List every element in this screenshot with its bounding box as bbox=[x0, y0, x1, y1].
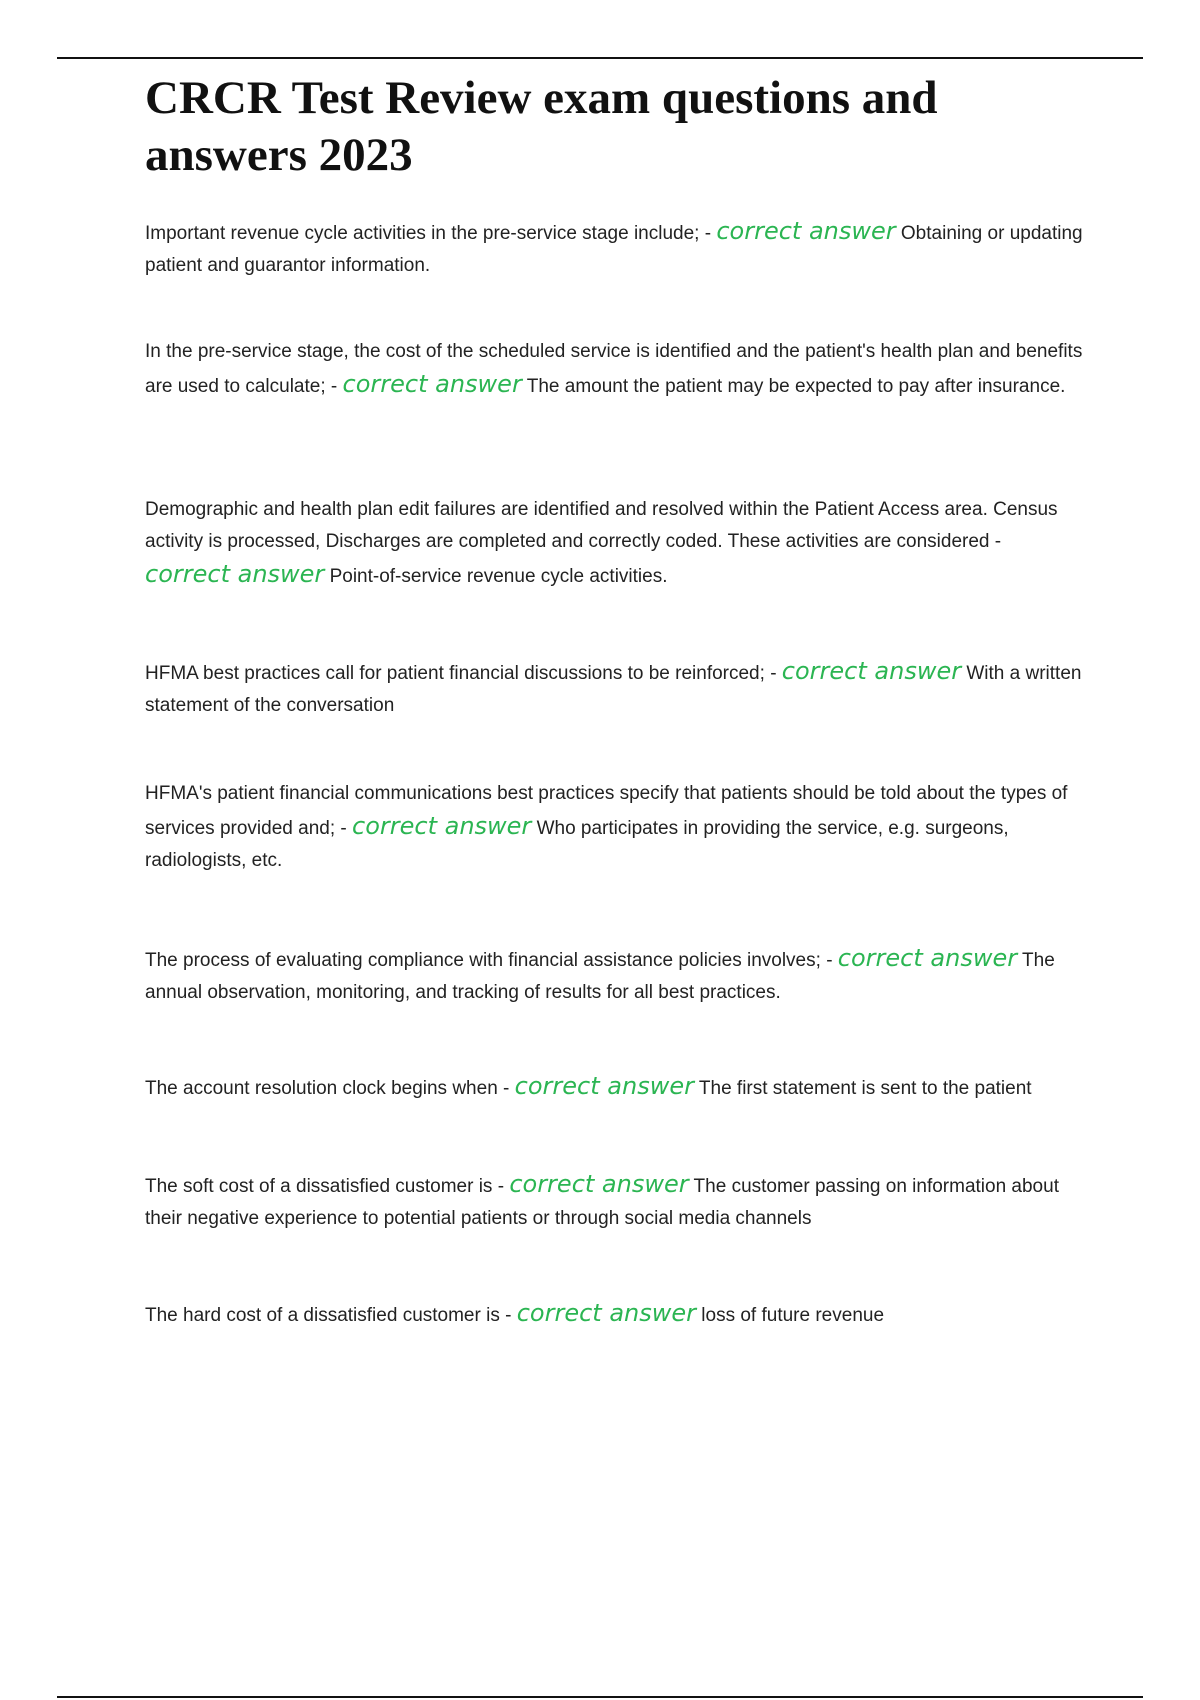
separator: - bbox=[770, 663, 777, 684]
question-text: In the pre-service stage, the cost of the scheduled service is identified and the patient's health plan and benefits are used to calculate; bbox=[145, 341, 1083, 397]
correct-answer-label: correct answer bbox=[514, 1072, 694, 1100]
separator: - bbox=[503, 1078, 510, 1099]
correct-answer-label: correct answer bbox=[145, 560, 325, 588]
answer-text: With a written statement of the conversation bbox=[145, 663, 1082, 716]
question-text: The process of evaluating compliance with financial assistance policies involves; bbox=[145, 950, 821, 971]
answer-text: Who participates in providing the service, e.g. surgeons, radiologists, etc. bbox=[145, 818, 1009, 871]
correct-answer-label: correct answer bbox=[509, 1170, 689, 1198]
answer-text: The customer passing on information about their negative experience to potential patients or through social media channels bbox=[145, 1176, 1059, 1229]
qa-item bbox=[145, 778, 1085, 877]
qa-item bbox=[145, 942, 1085, 1009]
question-text: The soft cost of a dissatisfied customer is bbox=[145, 1176, 493, 1197]
answer-text: Obtaining or updating patient and guarantor information. bbox=[145, 223, 1083, 276]
correct-answer-label: correct answer bbox=[781, 657, 962, 685]
answer-text: The amount the patient may be expected to pay after insurance. bbox=[526, 376, 1066, 397]
answer-text: loss of future revenue bbox=[701, 1305, 885, 1326]
question-text: Demographic and health plan edit failures are identified and resolved within the Patient Access area. Census activity is processed, Discharges are completed and correctly coded. These activities are considered bbox=[145, 499, 1058, 552]
answer-text: Point-of-service revenue cycle activities. bbox=[329, 566, 668, 587]
qa-item bbox=[145, 1070, 1085, 1105]
separator: - bbox=[704, 223, 712, 244]
correct-answer-label: correct answer bbox=[342, 370, 522, 398]
top-rule bbox=[57, 57, 1143, 59]
answer-text: The annual observation, monitoring, and tracking of results for all best practices. bbox=[145, 950, 1055, 1003]
page-title: CRCR Test Review exam questions and answers 2023 bbox=[145, 72, 938, 181]
question-text: The account resolution clock begins when bbox=[145, 1078, 498, 1099]
separator: - bbox=[497, 1176, 505, 1197]
qa-item bbox=[145, 336, 1085, 403]
qa-item bbox=[145, 1297, 1085, 1332]
question-text: Important revenue cycle activities in the pre-service stage include; bbox=[145, 223, 700, 244]
qa-item bbox=[145, 215, 1085, 282]
answer-text: The first statement is sent to the patient bbox=[698, 1078, 1032, 1099]
correct-answer-label: correct answer bbox=[516, 1299, 697, 1327]
bottom-rule bbox=[57, 1696, 1143, 1698]
separator: - bbox=[505, 1305, 512, 1326]
separator: - bbox=[826, 950, 833, 971]
separator: - bbox=[330, 376, 338, 397]
question-text: HFMA's patient financial communications best practices specify that patients should be told about the types of services provided and; bbox=[145, 783, 1068, 839]
qa-item bbox=[145, 655, 1085, 722]
separator: - bbox=[340, 818, 347, 839]
qa-item bbox=[145, 494, 1085, 593]
correct-answer-label: correct answer bbox=[837, 944, 1018, 972]
correct-answer-label: correct answer bbox=[716, 217, 896, 245]
qa-item bbox=[145, 1168, 1085, 1235]
correct-answer-label: correct answer bbox=[352, 812, 532, 840]
separator: - bbox=[994, 531, 1002, 552]
question-text: HFMA best practices call for patient financial discussions to be reinforced; bbox=[145, 663, 765, 684]
question-text: The hard cost of a dissatisfied customer is bbox=[145, 1305, 500, 1326]
